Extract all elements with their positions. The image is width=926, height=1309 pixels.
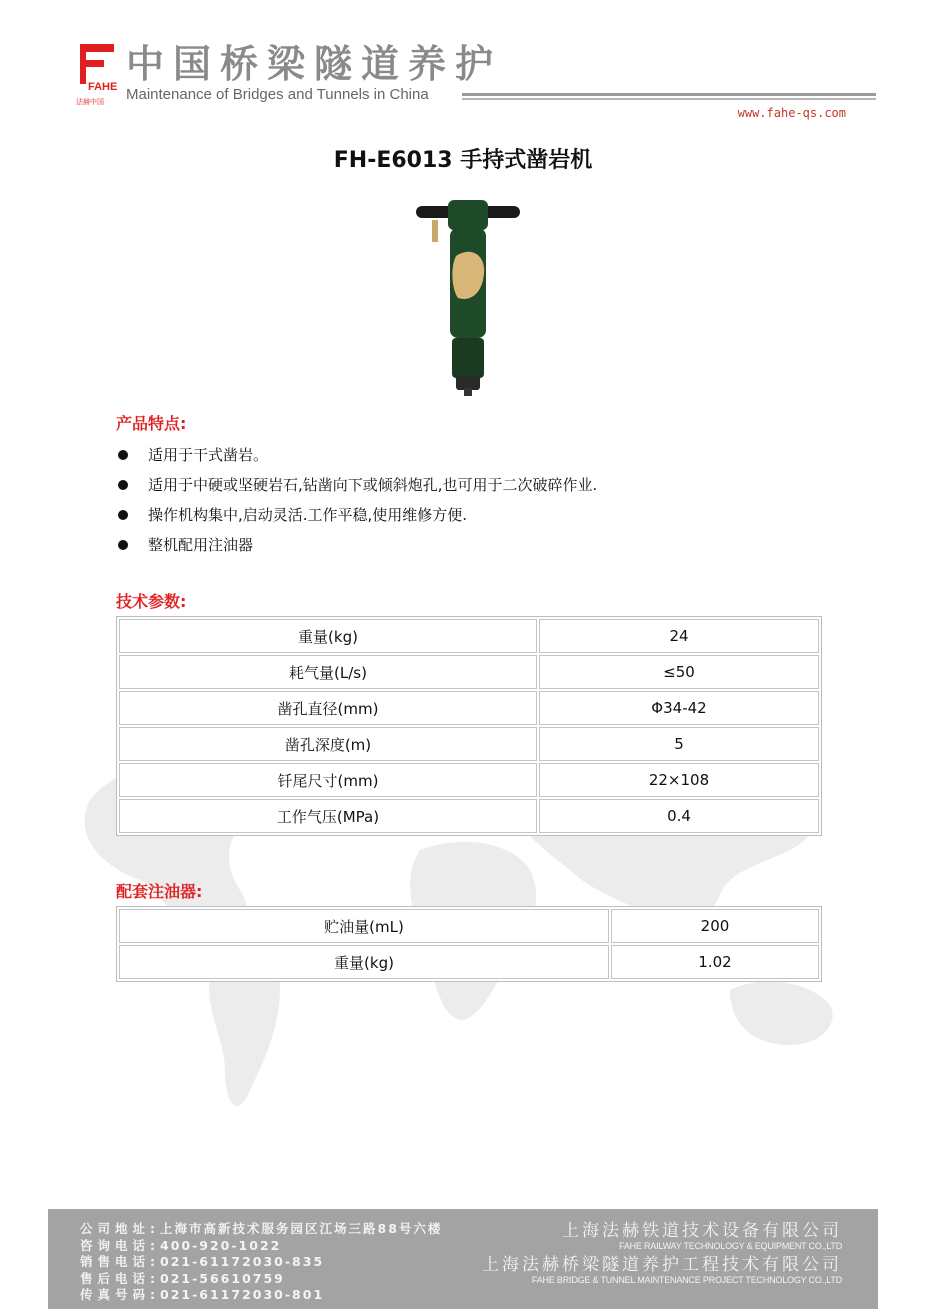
spec-name: 重量(kg) (119, 619, 537, 653)
spec-name: 贮油量(mL) (119, 909, 609, 943)
logo-text: FAHE (88, 81, 118, 93)
table-row (119, 619, 819, 653)
contact-value: 021-61172030-835 (160, 1254, 325, 1269)
bullet-icon (118, 540, 128, 550)
feature-text: 适用于中硬或坚硬岩石,钻凿向下或倾斜炮孔,也可用于二次破碎作业. (148, 476, 598, 494)
logo-subtext: 法赫中国 (76, 98, 104, 106)
specs-table (116, 616, 822, 836)
specs-heading: 技术参数: (116, 592, 187, 611)
spec-value: 24 (539, 619, 819, 653)
list-item (116, 500, 816, 530)
company2-name-en: FAHE BRIDGE & TUNNEL MAINTENANCE PROJECT TECHNOLOGY CO.,LTD (531, 1275, 842, 1285)
table-row (119, 691, 819, 725)
spec-name: 钎尾尺寸(mm) (119, 763, 537, 797)
feature-text: 操作机构集中,启动灵活.工作平稳,使用维修方便. (148, 506, 468, 524)
brand-title-cn: 中国桥梁隧道养护 (126, 42, 503, 86)
bullet-icon (118, 510, 128, 520)
website-url[interactable]: www.fahe-qs.com (737, 106, 846, 120)
footer (48, 1209, 878, 1309)
fahe-logo (76, 42, 118, 108)
contact-label: 售后电话: (80, 1270, 160, 1286)
spec-value: ≤50 (539, 655, 819, 689)
spec-value: 1.02 (611, 945, 819, 979)
table-row (119, 945, 819, 979)
feature-text: 整机配用注油器 (148, 536, 254, 554)
company2-name-cn: 上海法赫桥梁隧道养护工程技术有限公司 (482, 1255, 842, 1275)
brand-title-en: Maintenance of Bridges and Tunnels in China (126, 86, 429, 103)
spec-value: 5 (539, 727, 819, 761)
list-item (116, 530, 816, 560)
spec-name: 凿孔直径(mm) (119, 691, 537, 725)
company1-name-cn: 上海法赫铁道技术设备有限公司 (562, 1221, 842, 1241)
spec-value: Φ34-42 (539, 691, 819, 725)
contact-row (80, 1254, 442, 1271)
page-title: FH-E6013 手持式凿岩机 (333, 148, 593, 173)
contact-label: 咨询电话: (80, 1237, 160, 1253)
lubricator-table (116, 906, 822, 982)
table-row (119, 799, 819, 833)
rock-drill-image (412, 198, 524, 398)
contact-label: 销售电话: (80, 1254, 160, 1269)
table-row (119, 655, 819, 689)
bullet-icon (118, 480, 128, 490)
contact-value: 021-56610759 (160, 1270, 285, 1286)
spec-name: 耗气量(L/s) (119, 655, 537, 689)
contact-value: 上海市高新技术服务园区江场三路88号六楼 (160, 1221, 443, 1236)
table-row (119, 763, 819, 797)
contact-row (80, 1238, 442, 1255)
contact-row (80, 1221, 442, 1238)
spec-value: 0.4 (539, 799, 819, 833)
contact-label: 公司地址: (80, 1221, 160, 1236)
spec-name: 重量(kg) (119, 945, 609, 979)
feature-text: 适用于干式凿岩。 (148, 446, 269, 464)
features-list (116, 440, 816, 560)
spec-name: 工作气压(MPa) (119, 799, 537, 833)
contact-label: 传真号码: (80, 1287, 160, 1302)
table-row (119, 909, 819, 943)
list-item (116, 440, 816, 470)
contact-row (80, 1287, 442, 1304)
spec-value: 200 (611, 909, 819, 943)
lubricator-heading: 配套注油器: (116, 882, 203, 901)
list-item (116, 470, 816, 500)
spec-name: 凿孔深度(m) (119, 727, 537, 761)
company1-name-en: FAHE RAILWAY TECHNOLOGY & EQUIPMENT CO.,LTD (619, 1241, 842, 1251)
footer-contacts (80, 1221, 442, 1304)
header-rule (462, 93, 876, 96)
contact-row (80, 1271, 442, 1288)
features-heading: 产品特点: (116, 414, 187, 433)
table-row (119, 727, 819, 761)
header-rule (462, 98, 876, 100)
contact-value: 021-61172030-801 (160, 1287, 325, 1302)
bullet-icon (118, 450, 128, 460)
contact-value: 400-920-1022 (160, 1237, 282, 1253)
spec-value: 22×108 (539, 763, 819, 797)
